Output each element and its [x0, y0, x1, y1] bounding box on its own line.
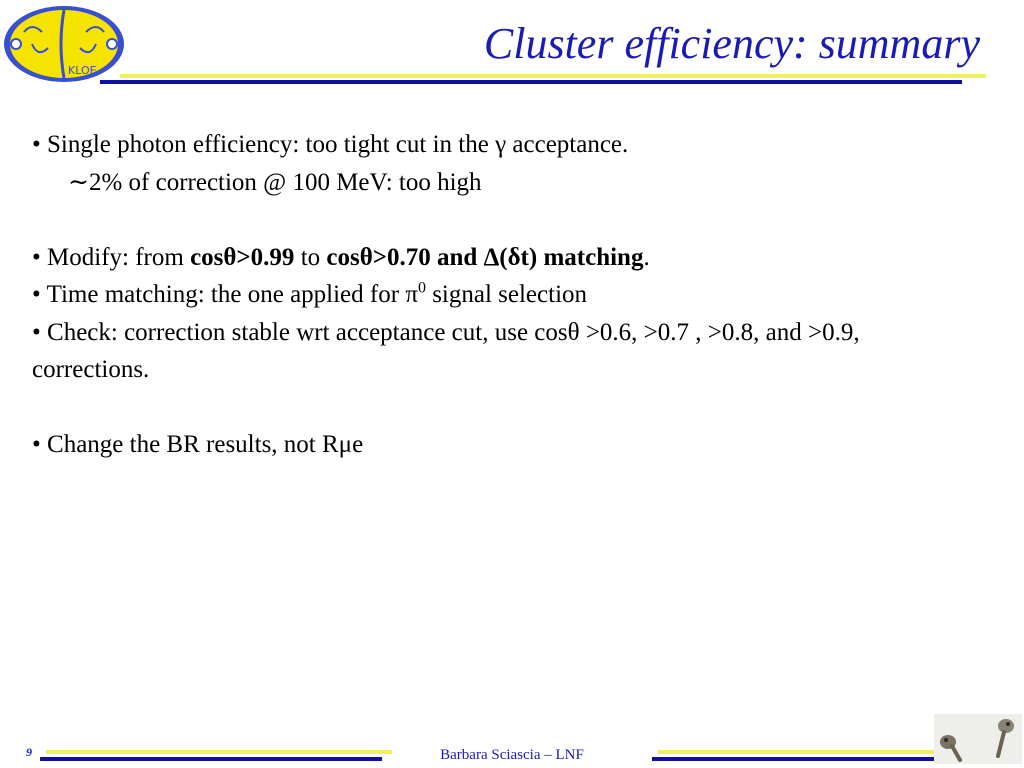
bullet-single-photon: • Single photon efficiency: too tight cut in the γ acceptance.: [32, 131, 629, 158]
svg-text:KLOE: KLOE: [68, 64, 97, 77]
footer-author: Barbara Sciascia – LNF: [440, 747, 584, 763]
bullet-time-matching: • Time matching: the one applied for $\pi^0$ signal selection: [32, 279, 588, 308]
correction-note: ∼2% of correction @ 100 MeV: too high: [68, 168, 482, 196]
slide-body: [32, 126, 982, 464]
page-number: 9: [26, 745, 32, 759]
corner-decoration-image: [934, 714, 1022, 764]
title-underline-yellow: [120, 74, 986, 78]
page-title: Cluster efficiency: summary: [483, 19, 980, 68]
bullet-modify: • Modify: from cosθ>0.99 to cosθ>0.70 and Δ(δt) matching.: [32, 243, 650, 271]
kloe-logo: [2, 4, 126, 84]
bullet-change-br: • Change the BR results, not Rμe: [32, 431, 364, 458]
footer-rule-right-blue: [652, 757, 982, 761]
bullet-check: • Check: correction stable wrt acceptance cut, use cosθ >0.6, >0.7 , >0.8, and >0.9, corrections.: [32, 318, 860, 383]
title-underline-blue: [100, 80, 962, 84]
